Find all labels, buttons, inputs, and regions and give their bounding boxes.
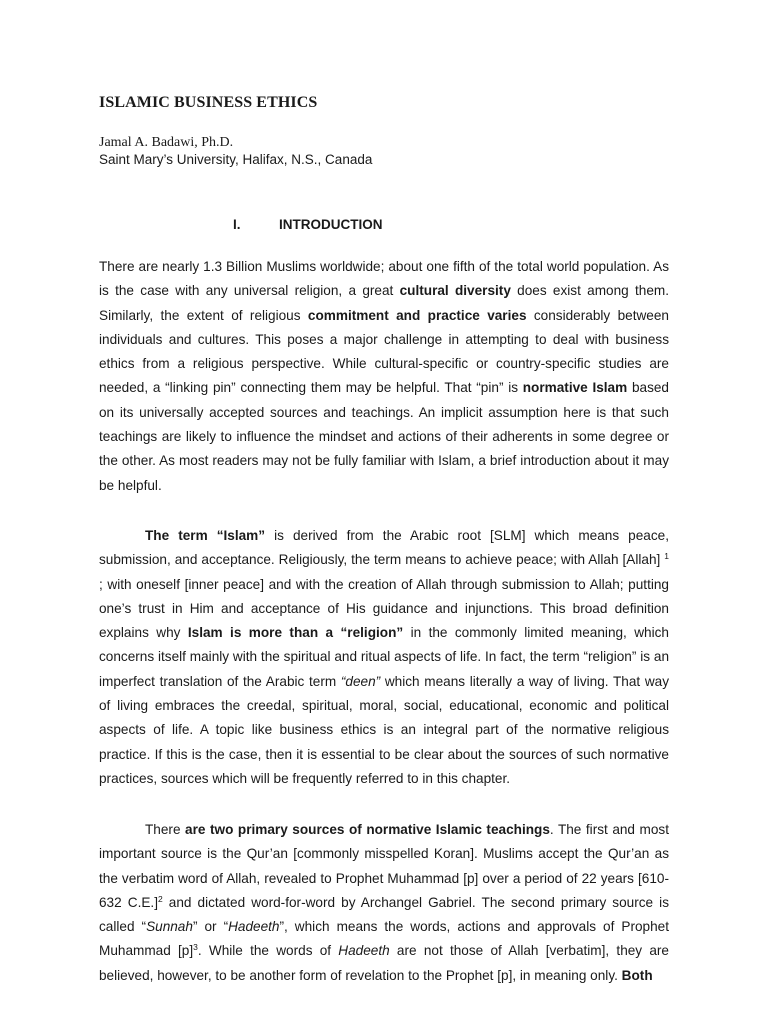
bold-text: Both [621,967,653,983]
italic-text: Hadeeth [338,943,390,959]
text-run: ” or “ [192,919,229,935]
author-affiliation: Saint Mary’s University, Halifax, N.S., Canada [99,152,373,167]
section-number: I. [233,217,241,232]
bold-text: are two primary sources of normative Islamic teachings [185,822,550,837]
section-heading [233,217,383,232]
paragraph-intro [99,255,669,498]
section-title: INTRODUCTION [279,217,383,232]
bold-text: The term “Islam” [145,528,266,543]
text-run: are not those of Allah [verbatim], they are believed, however, to be another form of revelation to the Prophet [p], in meaning only. [99,943,669,983]
text-run: does exist among them. Similarly, the extent of religious [99,283,669,323]
bold-text: normative Islam [522,380,628,396]
text-run: based on its universally accepted sources and teachings. An implicit assumption here is that such teachings are likely to influence the mindset and actions of their adherents in some degree or the other. As most readers may not be fully familiar with Islam, a brief introduction about it may be helpful. [99,380,669,493]
footnote-marker[interactable]: 1 [664,551,669,562]
bold-text: cultural diversity [399,283,511,299]
text-run: and dictated word-for-word by Archangel Gabriel. The second primary source is called “ [99,894,669,935]
bold-text: Islam is more than a “religion” [187,625,404,641]
paragraph-primary-sources [99,818,669,988]
text-run: considerably between individuals and cultures. This poses a major challenge in attempting to deal with business ethics from a religious perspective. While cultural-specific or country-specific studies are needed, a “linking pin” connecting them may be helpful. That “pin” is [99,307,669,396]
text-run: ”, which means the words, actions and approvals of Prophet Muhammad [p] [99,919,669,959]
bold-text: commitment and practice varies [307,307,527,323]
italic-text: Hadeeth [228,919,280,935]
paragraph-term-islam [99,524,669,791]
text-run: is derived from the Arabic root [SLM] which means peace, submission, and acceptance. Religiously, the term means to achieve peace; with Allah [Allah] [99,528,669,568]
text-run: which means literally a way of living. That way of living embraces the creedal, spiritual, moral, social, educational, economic and political aspects of life. A topic like business ethics is an integral part of the normative religious practice. If this is the case, then it is essential to be clear about the sources of such normative practices, sources which will be frequently referred to in this chapter. [99,673,670,786]
text-run: in the commonly limited meaning, which concerns itself mainly with the spiritual and ritual aspects of life. In fact, the term “religion” is an imperfect translation of the Arabic term [99,625,669,689]
text-run: ; with oneself [inner peace] and with the creation of Allah through submission to Allah; putting one’s trust in Him and acceptance of His guidance and injunctions. This broad definition explains why [99,576,669,641]
author-name: Jamal A. Badawi, Ph.D. [99,135,234,150]
text-run: There are nearly 1.3 Billion Muslims worldwide; about one fifth of the total world population. As is the case with any universal religion, a great [99,259,669,299]
text-run: There [145,822,186,837]
italic-text: Sunnah [146,919,193,935]
text-run: . The first and most important source is the Qur’an [commonly misspelled Koran]. Muslims accept the Qur’an as the verbatim word of Allah, revealed to Prophet Muhammad [p] over a period of 22 years [610-632 C.E.] [99,822,669,910]
footnote-marker[interactable]: 2 [157,893,163,904]
footnote-marker[interactable]: 3 [193,942,198,953]
document-title: ISLAMIC BUSINESS ETHICS [99,94,318,111]
text-run: . While the words of [197,943,339,959]
italic-text: “deen” [340,673,381,689]
